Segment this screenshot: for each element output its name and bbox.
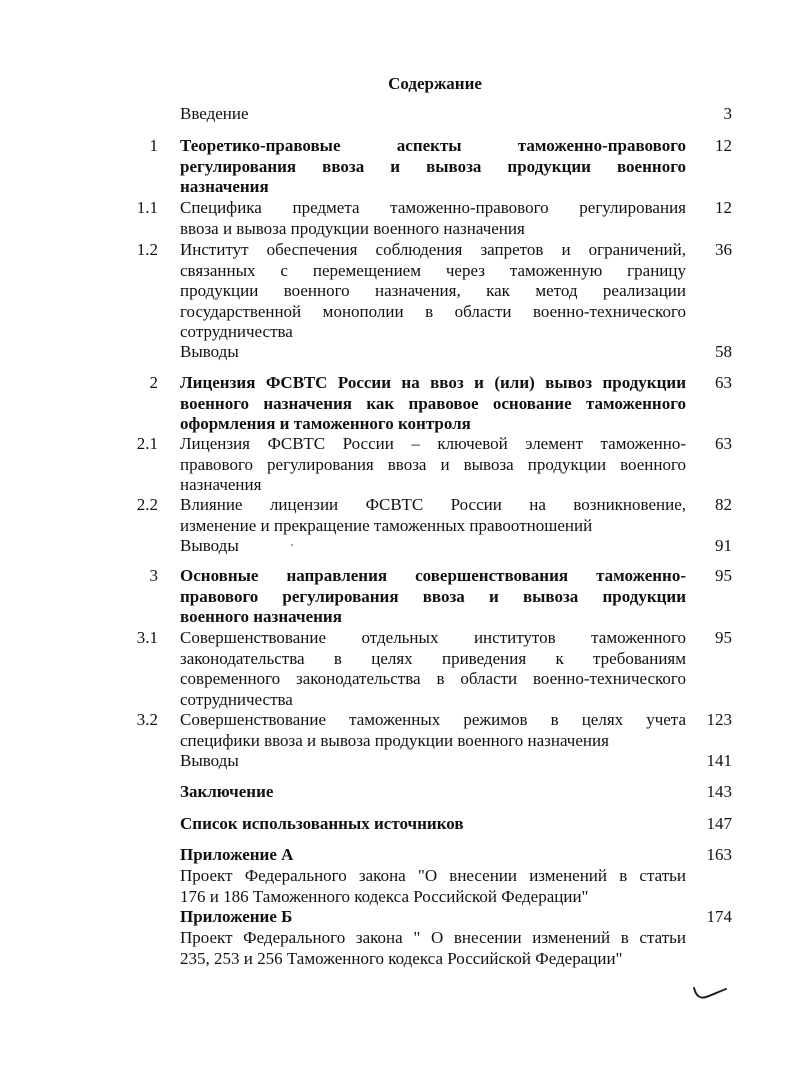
row-line: Институт обеспечения соблюдения запретов и ограничений, [180,240,686,259]
row-line: 235, 253 и 256 Таможенного кодекса Российской Федерации" [180,948,623,968]
row-title [180,928,686,969]
row-line: Список использованных источников [180,814,464,833]
row-title [180,536,686,557]
row-line: Выводы [180,751,239,770]
row-number: 1.2 [136,240,158,259]
page-number: 163 [706,845,732,864]
row-line: Приложение А [180,845,294,864]
row-title [180,907,686,928]
row-title [180,373,686,435]
row-title [180,104,686,125]
row-number: 2.1 [136,434,158,453]
row-title [180,198,686,239]
row-number: 3 [149,566,158,585]
row-line: Приложение Б [180,907,293,926]
row-line: Специфика предмета таможенно-правового регулирования [180,198,686,217]
row-number: 2 [149,373,158,392]
page-number: 82 [715,495,732,514]
row-line: Теоретико-правовые аспекты таможенно-правового [180,136,686,155]
stray-mark: ′ [291,543,294,554]
row-number: 1 [149,136,158,155]
row-title [180,495,686,536]
row-number: 3.2 [136,710,158,729]
row-line: Влияние лицензии ФСВТС России на возникновение, [180,495,686,514]
row-line: Совершенствование таможенных режимов в целях учета [180,710,686,729]
row-line: Совершенствование отдельных институтов таможенного [180,628,686,647]
row-line: Введение [180,104,249,123]
page-number: 95 [715,628,732,647]
row-line: военного назначения как правовое основание таможенного [180,393,686,413]
row-title [180,845,686,866]
row-title [180,782,686,803]
row-line: специфики ввоза и вывоза продукции военного назначения [180,730,609,750]
row-line: 176 и 186 Таможенного кодекса Российской Федерации" [180,886,589,906]
row-line: Выводы [180,342,239,361]
row-line: современного законодательства в области военно-технического [180,669,686,688]
row-line: Основные направления совершенствования таможенно- [180,566,686,585]
row-line: сотрудничества [180,689,293,709]
row-title [180,710,686,751]
page-number: 123 [706,710,732,729]
row-line: изменение и прекращение таможенных правоотношений [180,515,593,535]
page-number: 63 [715,373,732,392]
row-line: оформления и таможенного контроля [180,414,471,433]
row-title [180,136,686,198]
row-title [180,866,686,907]
handwritten-mark-icon [690,984,730,1002]
row-title [180,434,686,496]
row-line: законодательства в целях приведения к требованиям [180,648,686,668]
row-line: назначения [180,475,262,494]
page-number: 95 [715,566,732,585]
page-number: 91 [715,536,732,555]
row-title [180,240,686,343]
row-line: регулирования ввоза и вывоза продукции военного [180,156,686,176]
page-number: 143 [706,782,732,801]
page-number: 174 [706,907,732,926]
row-line: ввоза и вывоза продукции военного назначения [180,218,525,238]
page-number: 147 [706,814,732,833]
page-number: 63 [715,434,732,453]
row-line: Заключение [180,782,274,801]
row-number: 3.1 [136,628,158,647]
row-line: Проект Федерального закона "О внесении изменений в статьи [180,866,686,885]
page-number: 12 [715,136,732,155]
page-number: 3 [723,104,732,123]
row-line: сотрудничества [180,322,293,341]
row-line: государственной монополии в области военно-технического [180,301,686,321]
row-line: военного назначения [180,607,342,626]
page-number: 12 [715,198,732,217]
row-line: Лицензия ФСВТС России – ключевой элемент таможенно- [180,434,686,453]
row-title [180,814,686,835]
row-line: продукции военного назначения, как метод реализации [180,281,686,300]
page-number: 58 [715,342,732,361]
row-line: правового регулирования ввоза и вывоза продукции военного [180,454,686,474]
page-number: 36 [715,240,732,259]
row-line: правового регулирования ввоза и вывоза продукции [180,586,686,606]
row-line: Выводы [180,536,239,555]
row-title [180,628,686,710]
row-line: Проект Федерального закона " О внесении изменений в статьи [180,928,686,947]
row-title [180,751,686,772]
row-title [180,342,686,363]
row-line: Лицензия ФСВТС России на ввоз и (или) вывоз продукции [180,373,686,392]
row-line: назначения [180,177,269,196]
row-line: связанных с перемещением через таможенную границу [180,260,686,280]
row-number: 1.1 [136,198,158,217]
toc-title: Содержание [388,74,482,93]
row-title [180,566,686,628]
row-number: 2.2 [136,495,158,514]
page-number: 141 [706,751,732,770]
